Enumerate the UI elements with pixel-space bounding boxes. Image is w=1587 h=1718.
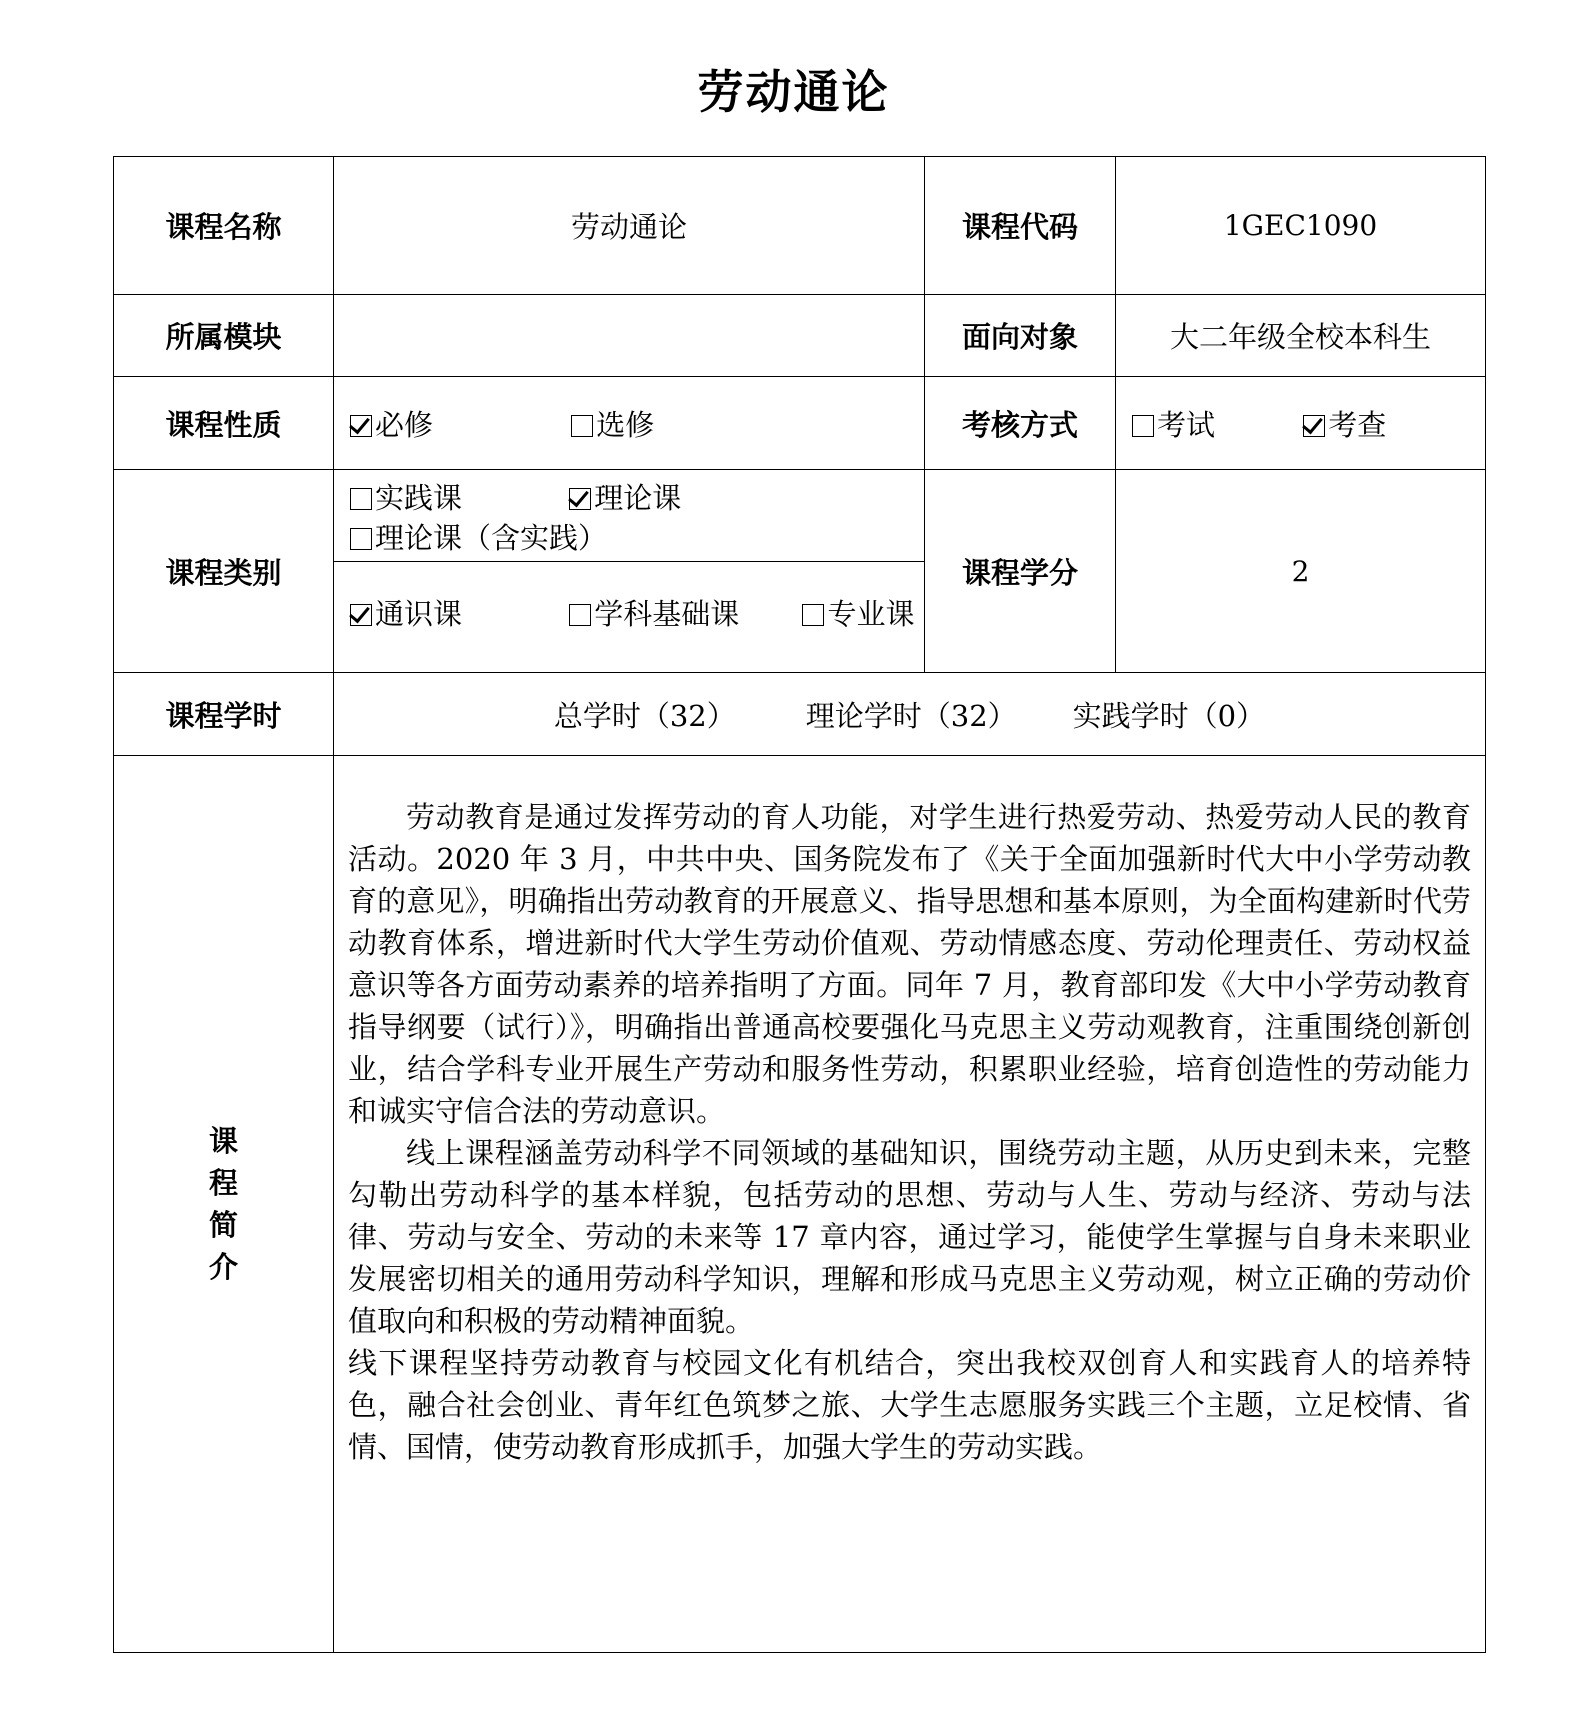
row-nature <box>114 377 1486 470</box>
assessment-options <box>1116 377 1486 470</box>
intro-label <box>114 756 334 1653</box>
intro-text <box>334 756 1486 1653</box>
checkbox-empty-icon[interactable] <box>350 488 372 510</box>
checkbox-empty-icon[interactable] <box>1132 415 1154 437</box>
intro-label-char: 程 <box>208 1166 238 1200</box>
category-option-theory-practice[interactable] <box>350 518 607 558</box>
category-options <box>334 470 925 673</box>
audience-label: 面向对象 <box>925 295 1116 377</box>
option-label: 理论课 <box>594 481 682 515</box>
option-label: 学科基础课 <box>594 597 740 631</box>
category-type-options <box>334 470 924 562</box>
hours-theory: 理论学时（32） <box>805 698 1017 733</box>
option-label: 考试 <box>1157 407 1216 442</box>
nature-option-required[interactable] <box>350 403 562 444</box>
assessment-option-check[interactable] <box>1303 403 1386 444</box>
credits-label: 课程学分 <box>925 470 1116 673</box>
category-option-foundation[interactable] <box>569 594 793 634</box>
category-option-practice[interactable] <box>350 478 560 518</box>
category-option-general[interactable] <box>350 594 560 634</box>
option-label: 通识课 <box>375 597 463 631</box>
row-intro <box>114 756 1486 1653</box>
category-option-theory[interactable] <box>569 478 681 518</box>
option-label: 专业课 <box>827 597 915 631</box>
nature-label: 课程性质 <box>114 377 334 470</box>
checkbox-checked-icon[interactable] <box>350 604 372 626</box>
checkbox-empty-icon[interactable] <box>350 528 372 550</box>
intro-label-char: 课 <box>208 1124 238 1158</box>
hours-label: 课程学时 <box>114 673 334 756</box>
row-category <box>114 470 1486 673</box>
course-info-table <box>113 156 1486 1653</box>
module-value <box>334 295 925 377</box>
audience-value: 大二年级全校本科生 <box>1116 295 1486 377</box>
hours-values <box>334 673 1486 756</box>
row-module <box>114 295 1486 377</box>
nature-options <box>334 377 925 470</box>
course-name-label: 课程名称 <box>114 157 334 295</box>
option-label: 理论课（含实践） <box>375 521 608 555</box>
category-label: 课程类别 <box>114 470 334 673</box>
intro-paragraph: 线下课程坚持劳动教育与校园文化有机结合，突出我校双创育人和实践育人的培养特色，融合社会创业、青年红色筑梦之旅、大学生志愿服务实践三个主题，立足校情、省情、国情，使劳动教育形成抓手，加强大学生的劳动实践。 <box>348 1346 1471 1464</box>
row-hours <box>114 673 1486 756</box>
course-name-value: 劳动通论 <box>334 157 925 295</box>
checkbox-checked-icon[interactable] <box>569 488 591 510</box>
hours-total: 总学时（32） <box>553 698 736 733</box>
course-code-value: 1GEC1090 <box>1116 157 1486 295</box>
row-course-name <box>114 157 1486 295</box>
option-label: 必修 <box>375 407 434 442</box>
intro-paragraph: 线上课程涵盖劳动科学不同领域的基础知识，围绕劳动主题，从历史到未来，完整勾勒出劳动科学的基本样貌，包括劳动的思想、劳动与人生、劳动与经济、劳动与法律、劳动与安全、劳动的未来等 17 章内容，通过学习，能使学生掌握与自身未来职业发展密切相关的通用劳动科学知识，理解和形成马克思主义劳动观，树立正确的劳动价值取向和积极的劳动精神面貌。 <box>348 1136 1471 1338</box>
intro-paragraph: 劳动教育是通过发挥劳动的育人功能，对学生进行热爱劳动、热爱劳动人民的教育活动。2020 年 3 月，中共中央、国务院发布了《关于全面加强新时代大中小学劳动教育的意见》，明确指出劳动教育的开展意义、指导思想和基本原则，为全面构建新时代劳动教育体系，增进新时代大学生劳动价值观、劳动情感态度、劳动伦理责任、劳动权益意识等各方面劳动素养的培养指明了方面。同年 7 月，教育部印发《大中小学劳动教育指导纲要（试行）》，明确指出普通高校要强化马克思主义劳动观教育，注重围绕创新创业，结合学科专业开展生产劳动和服务性劳动，积累职业经验，培育创造性的劳动能力和诚实守信合法的劳动意识。 <box>348 800 1471 1128</box>
page-title: 劳动通论 <box>697 65 890 119</box>
category-option-major[interactable] <box>802 594 914 634</box>
course-code-label: 课程代码 <box>925 157 1116 295</box>
category-kind-options <box>334 562 924 672</box>
assessment-label: 考核方式 <box>925 377 1116 470</box>
hours-practice: 实践学时（0） <box>1072 698 1266 733</box>
intro-label-char: 简 <box>208 1208 238 1242</box>
credits-value: 2 <box>1116 470 1486 673</box>
checkbox-checked-icon[interactable] <box>350 415 372 437</box>
checkbox-empty-icon[interactable] <box>571 415 593 437</box>
module-label: 所属模块 <box>114 295 334 377</box>
assessment-option-exam[interactable] <box>1132 403 1294 444</box>
option-label: 选修 <box>596 407 655 442</box>
checkbox-empty-icon[interactable] <box>569 604 591 626</box>
option-label: 实践课 <box>375 481 463 515</box>
option-label: 考查 <box>1328 407 1387 442</box>
intro-label-char: 介 <box>208 1250 238 1284</box>
nature-option-elective[interactable] <box>571 403 654 444</box>
checkbox-checked-icon[interactable] <box>1303 415 1325 437</box>
checkbox-empty-icon[interactable] <box>802 604 824 626</box>
